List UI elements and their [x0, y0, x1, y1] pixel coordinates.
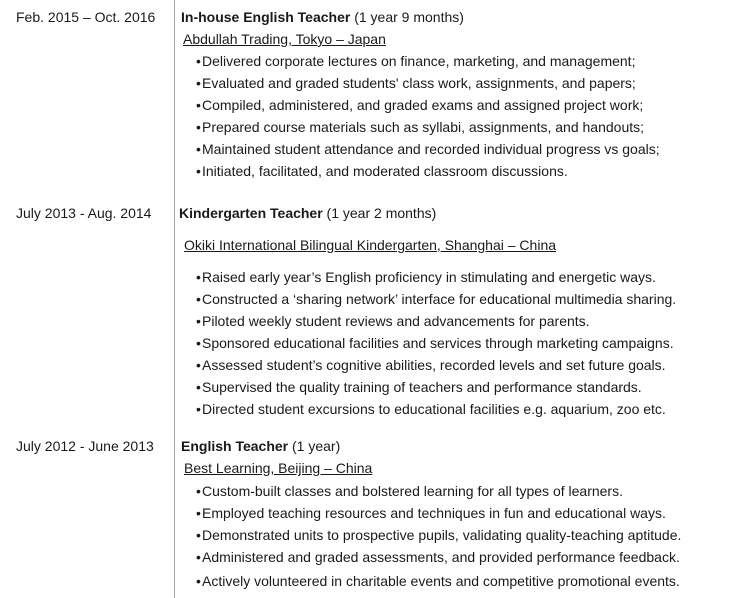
bullet-text: Compiled, administered, and graded exams and assigned project work; — [202, 97, 644, 113]
list-item — [196, 400, 676, 422]
job-company: Abdullah Trading, Tokyo – Japan — [183, 31, 386, 47]
list-item — [196, 74, 660, 96]
bullet-icon: • — [196, 291, 201, 307]
list-item — [196, 378, 676, 400]
job-bullet-list — [196, 52, 660, 184]
bullet-icon: • — [196, 573, 201, 589]
bullet-text: Maintained student attendance and recorded individual progress vs goals; — [202, 141, 660, 157]
bullet-text: Sponsored educational facilities and services through marketing campaigns. — [202, 335, 674, 351]
list-item — [196, 312, 676, 334]
job-duration: (1 year 2 months) — [322, 205, 437, 221]
bullet-icon: • — [196, 335, 201, 351]
bullet-icon: • — [196, 75, 201, 91]
list-item — [196, 482, 681, 504]
job-company: Best Learning, Beijing – China — [184, 460, 373, 476]
job-title-line — [179, 205, 436, 221]
list-item — [196, 268, 676, 290]
bullet-text: Assessed student’s cognitive abilities, recorded levels and set future goals. — [202, 357, 666, 373]
bullet-icon: • — [196, 269, 201, 285]
bullet-icon: • — [196, 483, 201, 499]
bullet-icon: • — [196, 357, 201, 373]
list-item — [196, 140, 660, 162]
list-item — [196, 96, 660, 118]
bullet-icon: • — [196, 119, 201, 135]
bullet-icon: • — [196, 527, 201, 543]
bullet-text: Administered and graded assessments, and provided performance feedback. — [202, 549, 680, 565]
list-item — [196, 526, 681, 548]
list-item — [196, 334, 676, 356]
bullet-icon: • — [196, 163, 201, 179]
list-item — [196, 290, 676, 312]
bullet-icon: • — [196, 549, 201, 565]
job-company: Okiki International Bilingual Kindergarten, Shanghai – China — [184, 237, 557, 253]
bullet-text: Constructed a ‘sharing network’ interface for educational multimedia sharing. — [202, 291, 677, 307]
list-item — [196, 356, 676, 378]
bullet-text: Actively volunteered in charitable events and competitive promotional events. — [202, 573, 680, 589]
list-item — [196, 548, 681, 570]
list-item — [196, 162, 660, 184]
bullet-icon: • — [196, 141, 201, 157]
list-item — [196, 118, 660, 140]
job-duration: (1 year 9 months) — [350, 9, 464, 25]
job-role: English Teacher — [181, 438, 289, 454]
job-date: Feb. 2015 – Oct. 2016 — [16, 9, 156, 25]
job-date: July 2012 - June 2013 — [16, 438, 154, 454]
bullet-text: Prepared course materials such as syllabi, assignments, and handouts; — [202, 119, 645, 135]
job-bullet-list — [196, 268, 676, 422]
list-item — [196, 570, 681, 594]
list-item — [196, 504, 681, 526]
bullet-icon: • — [196, 313, 201, 329]
bullet-text: Piloted weekly student reviews and advancements for parents. — [202, 313, 590, 329]
bullet-text: Raised early year’s English proficiency in stimulating and energetic ways. — [202, 269, 656, 285]
job-title-line — [181, 438, 340, 454]
job-role: Kindergarten Teacher — [179, 205, 323, 221]
bullet-text: Employed teaching resources and techniques in fun and educational ways. — [202, 505, 666, 521]
bullet-icon: • — [196, 53, 201, 69]
job-title-line — [181, 9, 464, 25]
bullet-text: Initiated, facilitated, and moderated classroom discussions. — [202, 163, 568, 179]
bullet-text: Custom-built classes and bolstered learning for all types of learners. — [202, 483, 623, 499]
bullet-icon: • — [196, 97, 201, 113]
bullet-text: Delivered corporate lectures on finance, marketing, and management; — [202, 53, 636, 69]
bullet-text: Supervised the quality training of teachers and performance standards. — [202, 379, 642, 395]
bullet-text: Demonstrated units to prospective pupils, validating quality-teaching aptitude. — [202, 527, 682, 543]
job-duration: (1 year) — [288, 438, 341, 454]
bullet-icon: • — [196, 401, 201, 417]
job-bullet-list — [196, 482, 681, 594]
list-item — [196, 52, 660, 74]
timeline-divider — [174, 0, 175, 598]
job-date: July 2013 - Aug. 2014 — [16, 205, 152, 221]
bullet-icon: • — [196, 505, 201, 521]
bullet-text: Evaluated and graded students' class work, assignments, and papers; — [202, 75, 636, 91]
bullet-text: Directed student excursions to educational facilities e.g. aquarium, zoo etc. — [202, 401, 666, 417]
bullet-icon: • — [196, 379, 201, 395]
job-role: In-house English Teacher — [181, 9, 351, 25]
